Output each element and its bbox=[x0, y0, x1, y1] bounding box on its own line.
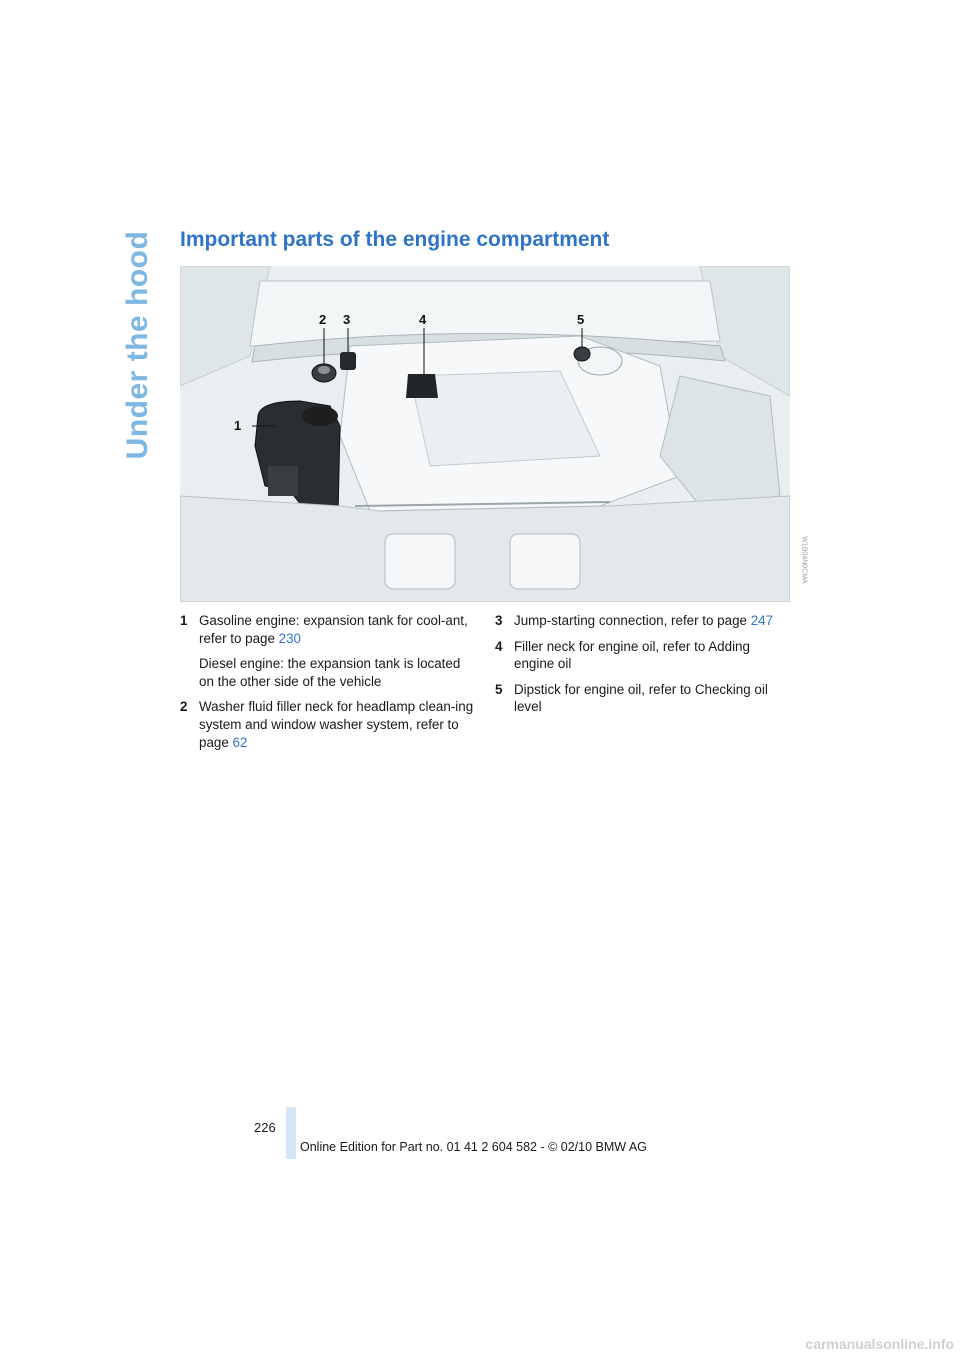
item-number: 3 bbox=[495, 613, 503, 628]
page-link[interactable]: 62 bbox=[232, 734, 248, 750]
page-link[interactable]: 230 bbox=[278, 630, 301, 646]
item-text: Dipstick for engine oil, refer to Checking oil level bbox=[514, 681, 768, 715]
list-item bbox=[495, 612, 790, 630]
footer-accent-bar bbox=[286, 1107, 296, 1159]
legend-column-right bbox=[495, 612, 790, 724]
item-text: Jump-starting connection, refer to page bbox=[514, 613, 751, 628]
edition-footer: Online Edition for Part no. 01 41 2 604 582 - © 02/10 BMW AG bbox=[300, 1140, 647, 1154]
engine-compartment-illustration bbox=[180, 266, 790, 602]
side-tab-label: Under the hood bbox=[121, 230, 154, 460]
side-tab bbox=[118, 230, 158, 460]
item-number: 2 bbox=[180, 699, 188, 715]
list-item bbox=[180, 612, 475, 690]
callout-2: 2 bbox=[319, 312, 327, 327]
item-number: 4 bbox=[495, 638, 503, 654]
item-number: 5 bbox=[495, 681, 503, 697]
figure-code bbox=[797, 520, 811, 600]
item-text: Gasoline engine: expansion tank for cool-ant, refer to page bbox=[199, 613, 468, 646]
item-text: Filler neck for engine oil, refer to Adding engine oil bbox=[514, 638, 750, 672]
item-text: Washer fluid filler neck for headlamp clean-ing system and window washer system, refer to page bbox=[199, 699, 474, 750]
figure-code-text: W1B04N0CMA bbox=[800, 536, 808, 584]
legend-column-left bbox=[180, 612, 475, 759]
item-note: Diesel engine: the expansion tank is located on the other side of the vehicle bbox=[199, 656, 461, 689]
page-number: 226 bbox=[254, 1120, 276, 1135]
callout-3: 3 bbox=[343, 312, 351, 327]
page-title: Important parts of the engine compartment bbox=[180, 228, 610, 251]
list-item bbox=[495, 681, 790, 716]
callout-1: 1 bbox=[234, 418, 242, 433]
watermark: carmanualsonline.info bbox=[805, 1336, 954, 1352]
callout-4: 4 bbox=[419, 312, 427, 327]
callout-5: 5 bbox=[577, 312, 585, 327]
list-item bbox=[180, 698, 475, 751]
page-link[interactable]: 247 bbox=[750, 613, 774, 628]
item-number: 1 bbox=[180, 613, 188, 628]
list-item bbox=[495, 638, 790, 673]
